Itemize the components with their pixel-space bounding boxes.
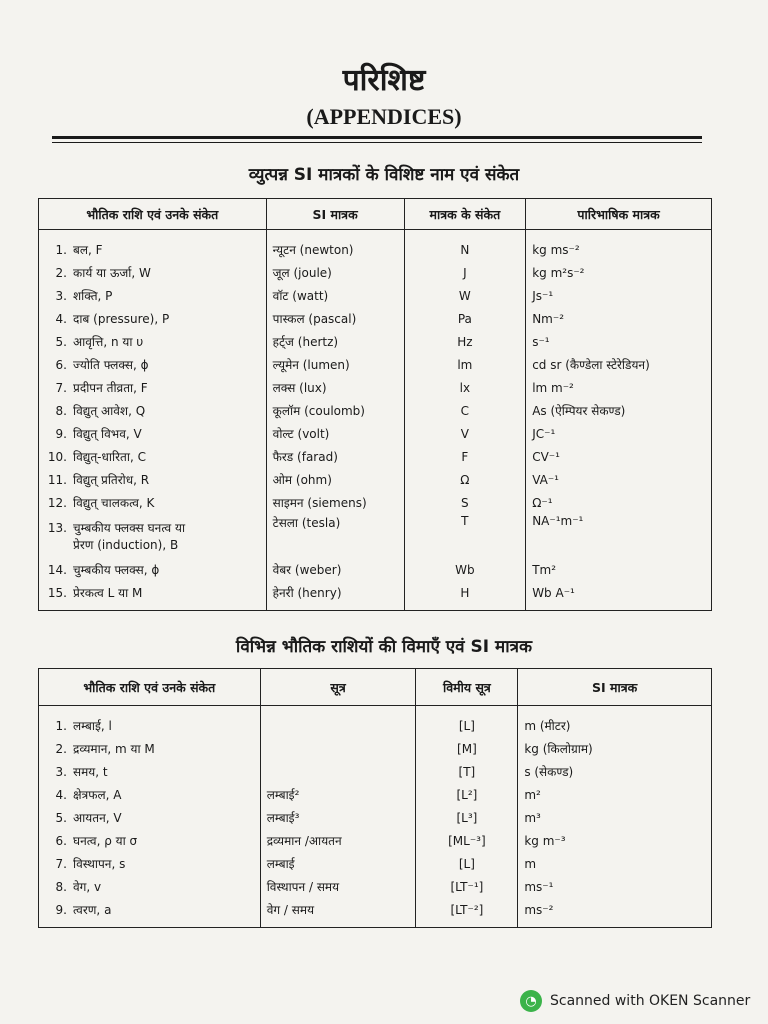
quantity-text: विद्युत् विभव, V	[73, 427, 142, 441]
quantity-text: चुम्बकीय फ्लक्स, ϕ	[73, 563, 160, 577]
si-unit-cell: जूल (joule)	[266, 261, 404, 284]
table2-col-dimension: विमीय सूत्र	[416, 669, 518, 706]
quantity-cell	[39, 852, 261, 875]
quantity-text: शक्ति, P	[73, 289, 113, 303]
table-row	[39, 898, 712, 928]
formula-cell: लम्बाई²	[260, 783, 416, 806]
title-rule-thin	[52, 142, 702, 143]
quantity-text: दाब (pressure), P	[73, 312, 170, 326]
row-number: 7.	[55, 857, 67, 871]
symbol-cell: Pa	[404, 307, 526, 330]
defined-unit-cell: CV⁻¹	[526, 445, 712, 468]
quantity-text: विद्युत् प्रतिरोध, R	[73, 473, 150, 487]
symbol-cell: C	[404, 399, 526, 422]
quantity-text: विद्युत् आवेश, Q	[73, 404, 146, 418]
row-number: 11.	[47, 473, 67, 487]
quantity-text: त्वरण, a	[73, 903, 112, 917]
formula-cell	[260, 706, 416, 738]
symbol-cell: W	[404, 284, 526, 307]
quantity-text-line2: प्रेरण (induction), B	[73, 538, 179, 552]
table-row	[39, 491, 712, 514]
quantity-text: द्रव्यमान, m या M	[73, 742, 155, 756]
defined-unit-cell: NA⁻¹m⁻¹	[526, 514, 712, 558]
quantity-text: प्रदीपन तीव्रता, F	[73, 381, 148, 395]
table-row	[39, 330, 712, 353]
table1-col-quantity: भौतिक राशि एवं उनके संकेत	[39, 199, 267, 230]
formula-cell: लम्बाई	[260, 852, 416, 875]
quantity-text: समय, t	[73, 765, 108, 779]
table-row	[39, 581, 712, 611]
table-row	[39, 706, 712, 738]
row-number: 4.	[55, 312, 67, 326]
quantity-cell	[39, 875, 261, 898]
si-unit-cell: ओम (ohm)	[266, 468, 404, 491]
symbol-cell: lm	[404, 353, 526, 376]
scanner-text: Scanned with OKEN Scanner	[550, 993, 751, 1009]
row-number: 6.	[55, 834, 67, 848]
formula-cell	[260, 760, 416, 783]
quantity-cell	[39, 491, 267, 514]
scanner-logo-icon: ◔	[520, 990, 542, 1012]
quantity-cell	[39, 806, 261, 829]
table-row	[39, 261, 712, 284]
table-row	[39, 829, 712, 852]
quantity-text: लम्बाई, l	[73, 719, 112, 733]
si-unit-cell: m	[518, 852, 712, 875]
row-number: 12.	[47, 496, 67, 510]
symbol-cell: T	[404, 514, 526, 558]
table-row	[39, 376, 712, 399]
si-unit-cell: वोल्ट (volt)	[266, 422, 404, 445]
table1-body	[39, 230, 712, 611]
quantity-text: चुम्बकीय फ्लक्स घनत्व या	[73, 521, 186, 535]
quantity-text: बल, F	[73, 243, 103, 257]
quantity-cell	[39, 261, 267, 284]
table-row	[39, 307, 712, 330]
row-number: 9.	[55, 427, 67, 441]
row-number: 14.	[47, 563, 67, 577]
row-number: 2.	[55, 742, 67, 756]
row-number: 3.	[55, 765, 67, 779]
formula-cell	[260, 737, 416, 760]
symbol-cell: Ω	[404, 468, 526, 491]
defined-unit-cell: lm m⁻²	[526, 376, 712, 399]
quantity-text: ज्योति फ्लक्स, ϕ	[73, 358, 149, 372]
table-row	[39, 284, 712, 307]
quantity-text: विद्युत् चालकत्व, K	[73, 496, 155, 510]
si-unit-cell: लक्स (lux)	[266, 376, 404, 399]
dimension-cell: [L]	[416, 706, 518, 738]
defined-unit-cell: Nm⁻²	[526, 307, 712, 330]
quantity-cell	[39, 898, 261, 928]
defined-unit-cell: Tm²	[526, 558, 712, 581]
si-unit-cell: s (सेकण्ड)	[518, 760, 712, 783]
table2-header-row	[39, 669, 712, 706]
quantity-cell	[39, 353, 267, 376]
quantity-cell	[39, 558, 267, 581]
table-row	[39, 468, 712, 491]
row-number: 3.	[55, 289, 67, 303]
defined-unit-cell: cd sr (कैण्डेला स्टेरेडियन)	[526, 353, 712, 376]
si-unit-cell: m (मीटर)	[518, 706, 712, 738]
dimension-cell: [LT⁻²]	[416, 898, 518, 928]
dimension-cell: [L]	[416, 852, 518, 875]
quantity-text: विस्थापन, s	[73, 857, 126, 871]
row-number: 7.	[55, 381, 67, 395]
quantity-cell	[39, 422, 267, 445]
table-row	[39, 230, 712, 262]
si-unit-cell: kg (किलोग्राम)	[518, 737, 712, 760]
table-row	[39, 422, 712, 445]
dimension-cell: [L²]	[416, 783, 518, 806]
symbol-cell: F	[404, 445, 526, 468]
dimension-cell: [L³]	[416, 806, 518, 829]
dimension-cell: [M]	[416, 737, 518, 760]
quantity-cell	[39, 468, 267, 491]
row-number: 5.	[55, 335, 67, 349]
defined-unit-cell: Ω⁻¹	[526, 491, 712, 514]
quantity-text: क्षेत्रफल, A	[73, 788, 122, 802]
quantity-cell	[39, 330, 267, 353]
symbol-cell: lx	[404, 376, 526, 399]
quantity-cell	[39, 760, 261, 783]
table-row	[39, 558, 712, 581]
table2-body	[39, 706, 712, 928]
table-row	[39, 514, 712, 558]
title-rule-thick	[52, 136, 702, 139]
quantity-cell	[39, 737, 261, 760]
scanner-watermark	[520, 990, 750, 1012]
table1-header-row	[39, 199, 712, 230]
defined-unit-cell: VA⁻¹	[526, 468, 712, 491]
defined-unit-cell: kg m²s⁻²	[526, 261, 712, 284]
row-number: 6.	[55, 358, 67, 372]
quantity-text: आवृत्ति, n या υ	[73, 335, 144, 349]
symbol-cell: J	[404, 261, 526, 284]
symbol-cell: Wb	[404, 558, 526, 581]
derived-units-table	[38, 198, 712, 611]
dimension-cell: [T]	[416, 760, 518, 783]
dimension-cell: [LT⁻¹]	[416, 875, 518, 898]
quantity-cell	[39, 829, 261, 852]
table1-col-defined: पारिभाषिक मात्रक	[526, 199, 712, 230]
quantity-text: प्रेरकत्व L या M	[73, 586, 143, 600]
quantity-cell	[39, 284, 267, 307]
si-unit-cell: m²	[518, 783, 712, 806]
table1-col-unit: SI मात्रक	[266, 199, 404, 230]
symbol-cell: S	[404, 491, 526, 514]
quantity-text: वेग, v	[73, 880, 102, 894]
si-unit-cell: टेसला (tesla)	[266, 514, 404, 558]
row-number: 1.	[55, 243, 67, 257]
page-title-english: (APPENDICES)	[306, 104, 462, 129]
page-title-hindi: परिशिष्ट	[342, 63, 426, 98]
table-row	[39, 737, 712, 760]
table-row	[39, 399, 712, 422]
table2-col-quantity: भौतिक राशि एवं उनके संकेत	[39, 669, 261, 706]
table2-heading: विभिन्न भौतिक राशियों की विमाएँ एवं SI मात्रक	[235, 637, 533, 657]
table-row	[39, 760, 712, 783]
quantity-cell	[39, 706, 261, 738]
row-number: 8.	[55, 404, 67, 418]
row-number: 10.	[47, 450, 67, 464]
symbol-cell: Hz	[404, 330, 526, 353]
defined-unit-cell: s⁻¹	[526, 330, 712, 353]
row-number: 4.	[55, 788, 67, 802]
si-unit-cell: पास्कल (pascal)	[266, 307, 404, 330]
quantity-cell	[39, 581, 267, 611]
table-row	[39, 852, 712, 875]
row-number: 1.	[55, 719, 67, 733]
si-unit-cell: न्यूटन (newton)	[266, 230, 404, 262]
defined-unit-cell: JC⁻¹	[526, 422, 712, 445]
si-unit-cell: वॉट (watt)	[266, 284, 404, 307]
table1-heading: व्युत्पन्न SI मात्रकों के विशिष्ट नाम एवं संकेत	[248, 165, 520, 185]
si-unit-cell: ल्यूमेन (lumen)	[266, 353, 404, 376]
si-unit-cell: हेनरी (henry)	[266, 581, 404, 611]
table-row	[39, 806, 712, 829]
si-unit-cell: हर्ट्ज (hertz)	[266, 330, 404, 353]
quantity-cell	[39, 445, 267, 468]
table-row	[39, 353, 712, 376]
defined-unit-cell: kg ms⁻²	[526, 230, 712, 262]
dimensions-table	[38, 668, 712, 928]
quantity-text: विद्युत्-धारिता, C	[73, 450, 146, 464]
quantity-text: कार्य या ऊर्जा, W	[73, 266, 151, 280]
row-number: 13.	[47, 521, 67, 535]
quantity-text: आयतन, V	[73, 811, 122, 825]
table2-col-formula: सूत्र	[260, 669, 416, 706]
defined-unit-cell: Wb A⁻¹	[526, 581, 712, 611]
formula-cell: विस्थापन / समय	[260, 875, 416, 898]
quantity-cell	[39, 230, 267, 262]
si-unit-cell: ms⁻¹	[518, 875, 712, 898]
quantity-text: घनत्व, ρ या σ	[73, 834, 138, 848]
si-unit-cell: kg m⁻³	[518, 829, 712, 852]
quantity-cell	[39, 399, 267, 422]
table-row	[39, 875, 712, 898]
si-unit-cell: m³	[518, 806, 712, 829]
si-unit-cell: फैरड (farad)	[266, 445, 404, 468]
table-row	[39, 445, 712, 468]
symbol-cell: V	[404, 422, 526, 445]
formula-cell: द्रव्यमान /आयतन	[260, 829, 416, 852]
defined-unit-cell: As (ऐम्पियर सेकण्ड)	[526, 399, 712, 422]
row-number: 5.	[55, 811, 67, 825]
table2-col-si-unit: SI मात्रक	[518, 669, 712, 706]
table-row	[39, 783, 712, 806]
si-unit-cell: कूलॉम (coulomb)	[266, 399, 404, 422]
symbol-cell: H	[404, 581, 526, 611]
si-unit-cell: साइमन (siemens)	[266, 491, 404, 514]
row-number: 2.	[55, 266, 67, 280]
row-number: 8.	[55, 880, 67, 894]
row-number: 9.	[55, 903, 67, 917]
quantity-cell	[39, 783, 261, 806]
defined-unit-cell: Js⁻¹	[526, 284, 712, 307]
symbol-cell: N	[404, 230, 526, 262]
quantity-cell	[39, 376, 267, 399]
formula-cell: वेग / समय	[260, 898, 416, 928]
si-unit-cell: वेबर (weber)	[266, 558, 404, 581]
row-number: 15.	[47, 586, 67, 600]
quantity-cell	[39, 307, 267, 330]
quantity-cell	[39, 514, 267, 558]
si-unit-cell: ms⁻²	[518, 898, 712, 928]
formula-cell: लम्बाई³	[260, 806, 416, 829]
table1-col-symbol: मात्रक के संकेत	[404, 199, 526, 230]
dimension-cell: [ML⁻³]	[416, 829, 518, 852]
